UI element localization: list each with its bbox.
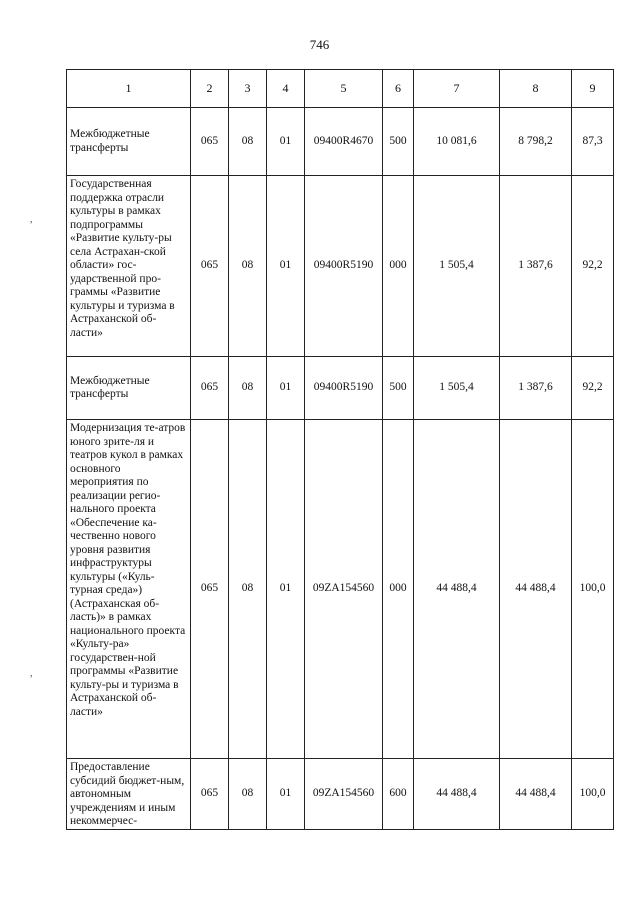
item-name-cell: Предоставление субсидий бюджет-ным, автономным учреждениям и иным некоммерчес- xyxy=(67,759,191,830)
target-article-cell: 09400R4670 xyxy=(305,108,383,176)
table-row xyxy=(67,357,614,420)
scan-speck: , xyxy=(30,214,33,225)
code-cell: 065 xyxy=(191,108,229,176)
item-name-cell: Межбюджетные трансферты xyxy=(67,357,191,420)
subsection-cell: 01 xyxy=(267,176,305,357)
actual-amount-cell: 1 387,6 xyxy=(500,357,572,420)
target-article-cell: 09ZA154560 xyxy=(305,420,383,759)
subsection-cell: 01 xyxy=(267,759,305,830)
header-cell: 3 xyxy=(229,70,267,108)
section-cell: 08 xyxy=(229,108,267,176)
code-cell: 065 xyxy=(191,759,229,830)
percent-cell: 92,2 xyxy=(572,176,614,357)
expense-type-cell: 000 xyxy=(383,420,414,759)
page-number: 746 xyxy=(309,37,330,52)
table-row xyxy=(67,176,614,357)
scan-speck: , xyxy=(30,668,33,679)
percent-cell: 100,0 xyxy=(572,420,614,759)
expense-type-cell: 600 xyxy=(383,759,414,830)
expense-type-cell: 500 xyxy=(383,357,414,420)
subsection-cell: 01 xyxy=(267,357,305,420)
table-row xyxy=(67,759,614,830)
item-name-cell: Модернизация те-атров юного зрите-ля и театров кукол в рамках основного мероприятия по реализации регио-нального проекта «Обеспечение ка-чественно нового уровня развития инфраструктуры культуры («Куль-турная среда») (Астраханская об-ласть)» в рамках национального проекта «Культу-ра» государствен-ной программы «Развитие культу-ры и туризма в Астраханской об-ласти» xyxy=(67,420,191,759)
actual-amount-cell: 8 798,2 xyxy=(500,108,572,176)
table-header-row xyxy=(67,70,614,108)
item-name-cell: Государственная поддержка отрасли культуры в рамках подпрограммы «Развитие культу-ры села Астрахан-ской области» гос-ударственной про-граммы «Развитие культуры и туризма в Астраханской об-ласти» xyxy=(67,176,191,357)
section-cell: 08 xyxy=(229,176,267,357)
header-cell: 7 xyxy=(414,70,500,108)
percent-cell: 100,0 xyxy=(572,759,614,830)
header-cell: 9 xyxy=(572,70,614,108)
header-cell: 5 xyxy=(305,70,383,108)
header-cell: 6 xyxy=(383,70,414,108)
actual-amount-cell: 44 488,4 xyxy=(500,420,572,759)
code-cell: 065 xyxy=(191,420,229,759)
expense-type-cell: 000 xyxy=(383,176,414,357)
header-cell: 8 xyxy=(500,70,572,108)
target-article-cell: 09ZA154560 xyxy=(305,759,383,830)
header-cell: 2 xyxy=(191,70,229,108)
planned-amount-cell: 1 505,4 xyxy=(414,357,500,420)
actual-amount-cell: 1 387,6 xyxy=(500,176,572,357)
header-cell: 4 xyxy=(267,70,305,108)
actual-amount-cell: 44 488,4 xyxy=(500,759,572,830)
table-row xyxy=(67,108,614,176)
section-cell: 08 xyxy=(229,420,267,759)
target-article-cell: 09400R5190 xyxy=(305,357,383,420)
planned-amount-cell: 1 505,4 xyxy=(414,176,500,357)
table-row xyxy=(67,420,614,759)
target-article-cell: 09400R5190 xyxy=(305,176,383,357)
subsection-cell: 01 xyxy=(267,420,305,759)
budget-table xyxy=(66,69,614,830)
subsection-cell: 01 xyxy=(267,108,305,176)
item-name-cell: Межбюджетные трансферты xyxy=(67,108,191,176)
section-cell: 08 xyxy=(229,759,267,830)
percent-cell: 92,2 xyxy=(572,357,614,420)
code-cell: 065 xyxy=(191,357,229,420)
percent-cell: 87,3 xyxy=(572,108,614,176)
planned-amount-cell: 44 488,4 xyxy=(414,759,500,830)
code-cell: 065 xyxy=(191,176,229,357)
expense-type-cell: 500 xyxy=(383,108,414,176)
planned-amount-cell: 44 488,4 xyxy=(414,420,500,759)
header-cell: 1 xyxy=(67,70,191,108)
section-cell: 08 xyxy=(229,357,267,420)
planned-amount-cell: 10 081,6 xyxy=(414,108,500,176)
